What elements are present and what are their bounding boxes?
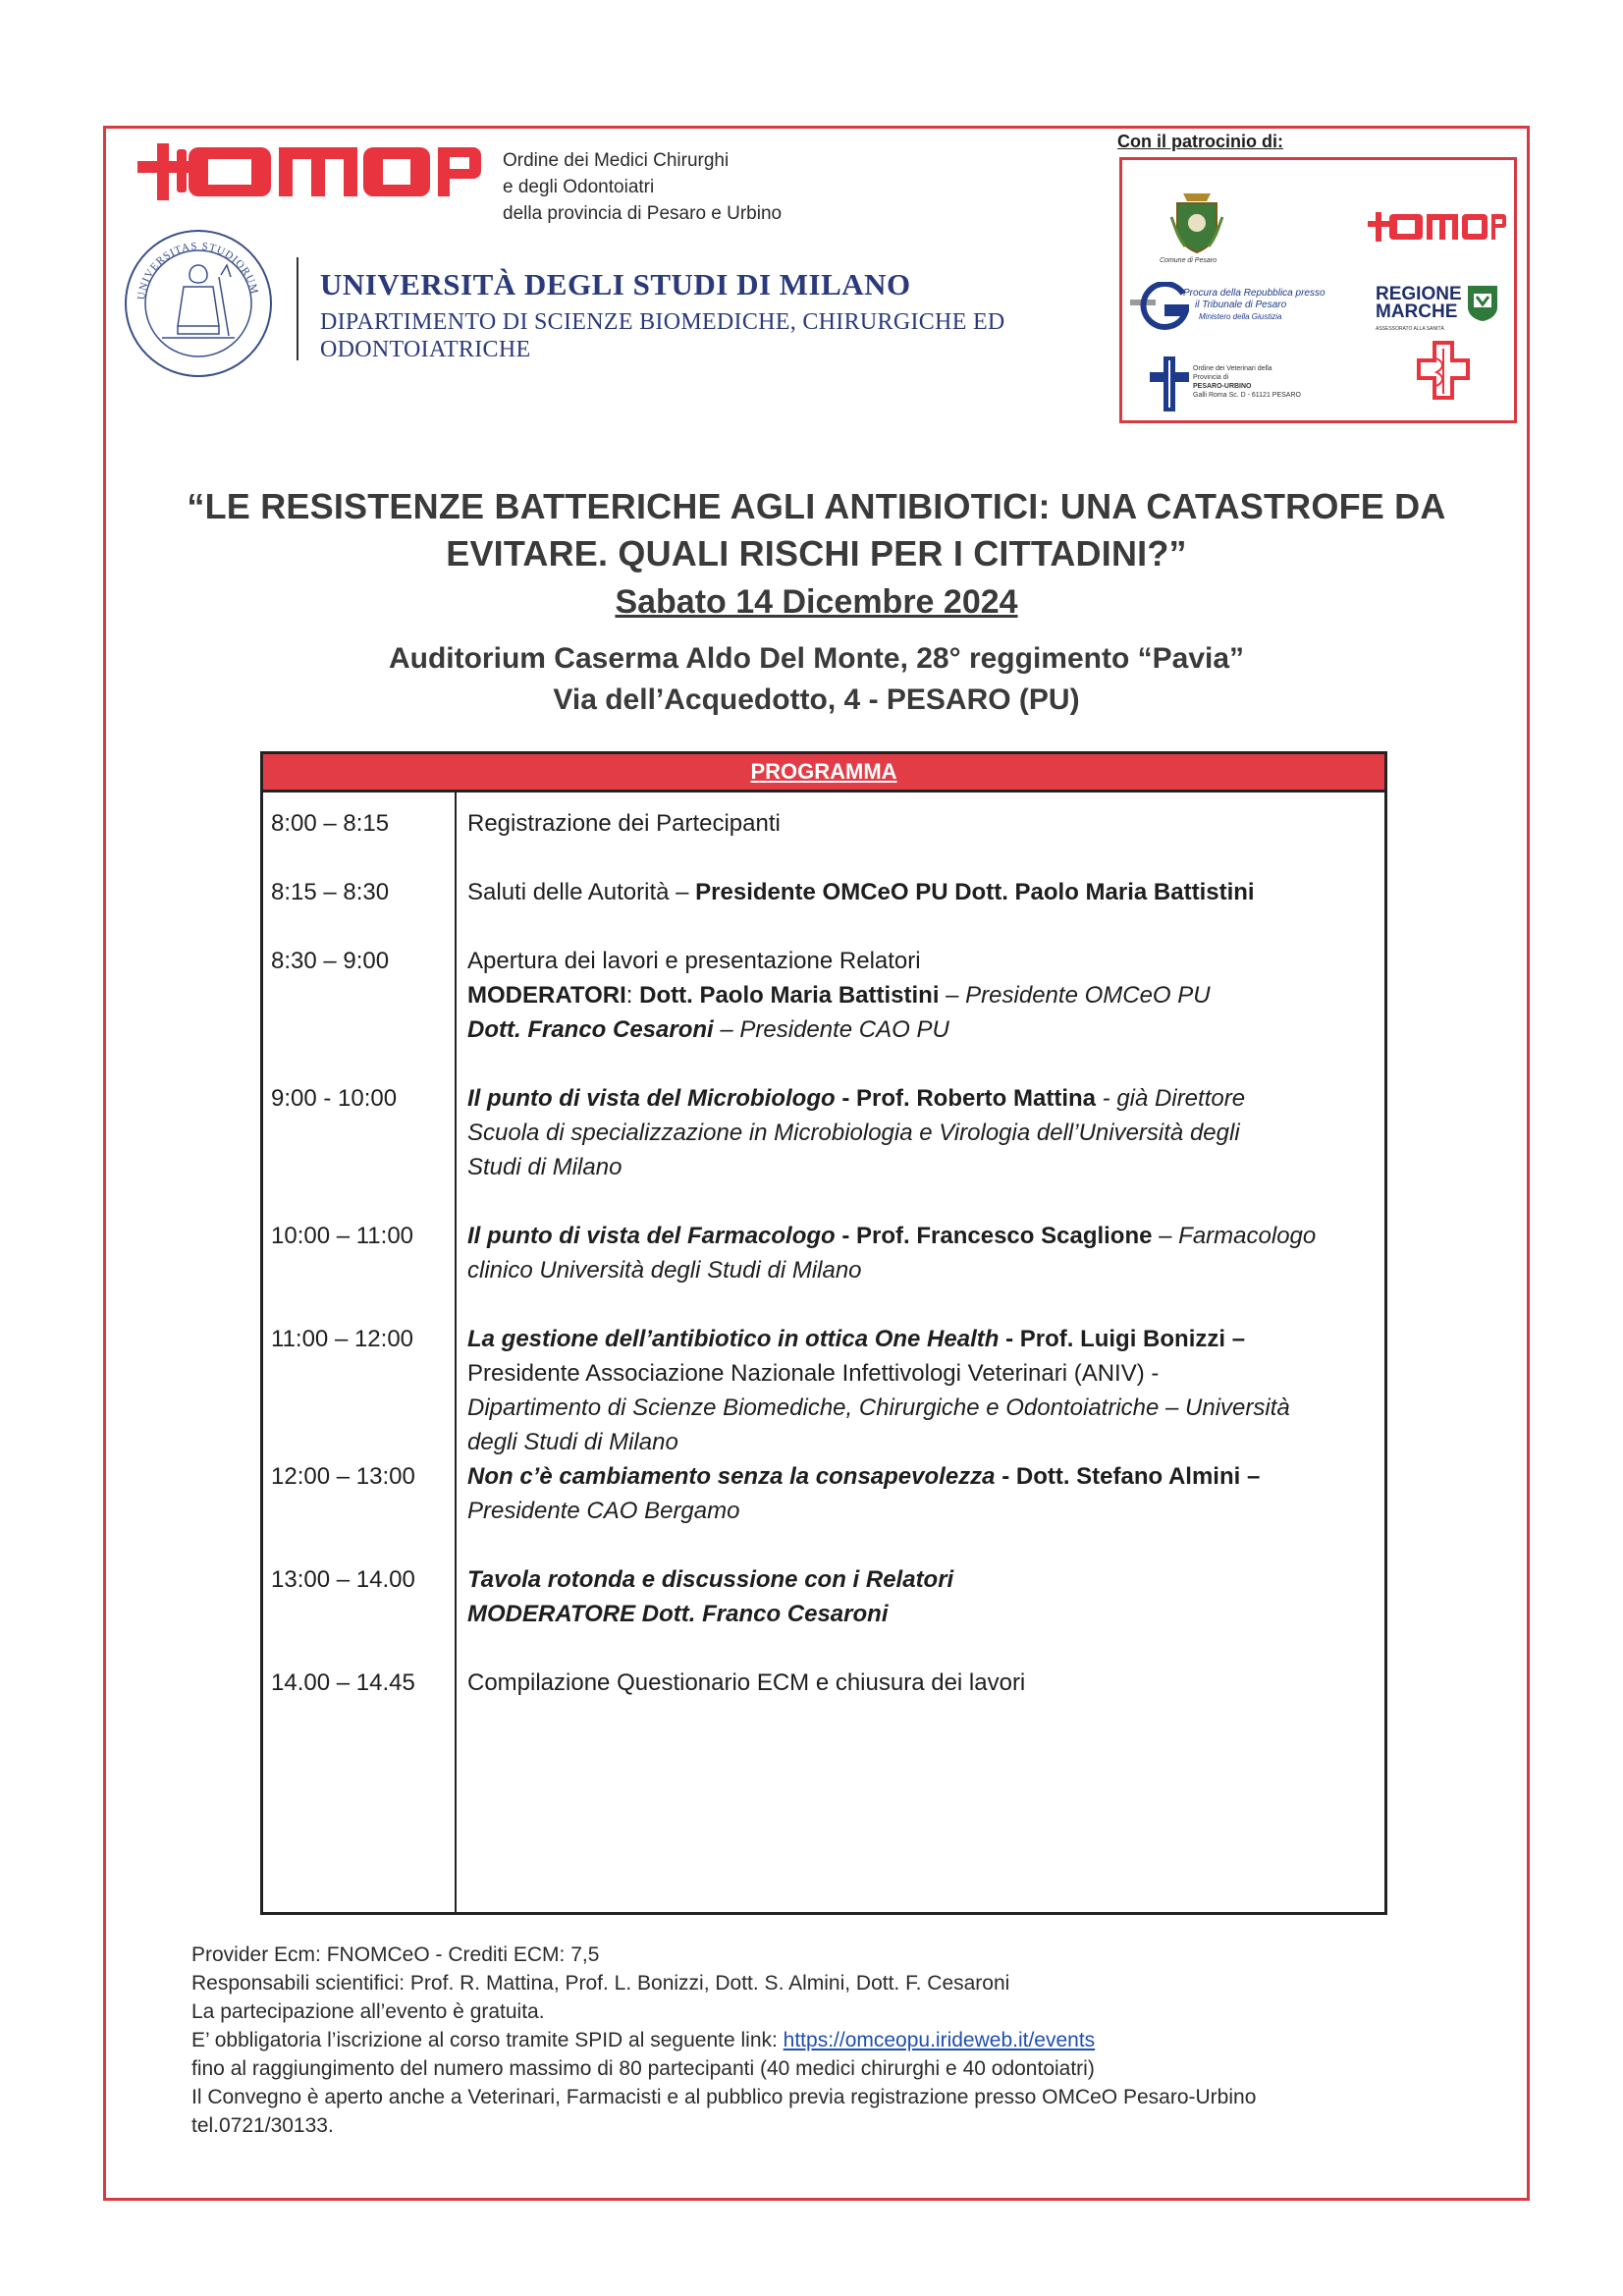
omceo-line: e degli Odontoiatri <box>503 177 655 197</box>
program-description-line <box>467 1597 1380 1631</box>
program-description-line <box>467 1391 1380 1425</box>
program-time: 8:00 – 8:15 <box>271 810 390 837</box>
program-description-line <box>467 875 1380 909</box>
program-time: 9:00 - 10:00 <box>271 1085 398 1112</box>
program-description <box>467 1219 1380 1287</box>
program-text: - Prof. Francesco Scaglione <box>835 1223 1153 1249</box>
program-description-line <box>467 1562 1380 1597</box>
program-description <box>467 806 1380 841</box>
program-description <box>467 1562 1380 1631</box>
omceo-name <box>503 147 782 227</box>
vet-line: Provincia di <box>1193 374 1229 381</box>
program-description-line <box>467 978 1380 1012</box>
program-time: 14.00 – 14.45 <box>271 1669 415 1696</box>
regione-line: MARCHE <box>1376 301 1458 322</box>
department-line: DIPARTIMENTO DI SCIENZE BIOMEDICHE, CHIRURGICHE ED <box>320 309 1005 335</box>
program-text: Registrazione dei Partecipanti <box>467 810 781 837</box>
program-table <box>260 751 1387 1915</box>
svg-text:UNIVERSITAS STUDIORUM MEDIOLAN <box>123 228 261 301</box>
department-line: ODONTOIATRICHE <box>320 337 531 362</box>
program-text: Presidente Associazione Nazionale Infettivologi Veterinari (ANIV) - <box>467 1360 1160 1387</box>
event-date: Sabato 14 Dicembre 2024 <box>615 583 1018 621</box>
program-text: Scuola di specializzazione in Microbiologia e Virologia dell’Università degli <box>467 1120 1240 1146</box>
program-time: 8:15 – 8:30 <box>271 879 390 905</box>
program-text: - Prof. Roberto Mattina <box>835 1085 1096 1112</box>
omceo-small-logo <box>1368 211 1507 243</box>
program-text: – Presidente CAO PU <box>713 1016 949 1043</box>
patrocinio-label: Con il patrocinio di: <box>1117 132 1283 151</box>
program-text: : <box>625 982 640 1009</box>
program-description <box>467 1081 1380 1184</box>
program-description-line <box>467 944 1380 978</box>
program-description-line <box>467 1425 1380 1459</box>
program-text: MODERATORI <box>467 982 626 1009</box>
program-description-line <box>467 1012 1380 1047</box>
program-description-line <box>467 806 1380 841</box>
footer-text: E’ obbligatoria l’iscrizione al corso tramite SPID al seguente link: <box>191 2029 784 2051</box>
footer-line: tel.0721/30133. <box>191 2114 334 2137</box>
omceo-logo <box>137 141 483 207</box>
program-text: – <box>1152 1223 1179 1249</box>
comune-name: Comune di Pesaro <box>1160 257 1217 264</box>
event-title-line: “LE RESISTENZE BATTERICHE AGLI ANTIBIOTICI: UNA CATASTROFE DA <box>187 486 1446 526</box>
program-text: MODERATORE Dott. Franco Cesaroni <box>467 1601 889 1627</box>
vet-line: PESARO-URBINO <box>1193 383 1252 390</box>
footer-line: fino al raggiungimento del numero massimo di 80 partecipanti (40 medici chirurghi e 40 odontoiatri) <box>191 2057 1095 2080</box>
program-description-line <box>467 1081 1380 1116</box>
university-block <box>320 267 1005 363</box>
program-description <box>467 1666 1380 1700</box>
program-description-line <box>467 1219 1380 1253</box>
program-text: Farmacologo <box>1178 1223 1317 1249</box>
program-description-line <box>467 1356 1380 1391</box>
program-text: Presidente OMCeO PU <box>965 982 1211 1009</box>
program-text: Dott. Franco Cesaroni <box>467 1016 714 1043</box>
footer-line: Responsabili scientifici: Prof. R. Mattina, Prof. L. Bonizzi, Dott. S. Almini, Dott. F. Cesaroni <box>191 1972 1010 1995</box>
program-text: Saluti delle Autorità – <box>467 879 696 905</box>
footer-line <box>191 2026 1256 2054</box>
program-text: La gestione dell’antibiotico in ottica One Health <box>467 1326 1000 1352</box>
header-divider <box>297 257 298 360</box>
program-time: 11:00 – 12:00 <box>271 1326 414 1352</box>
venue-line: Auditorium Caserma Aldo Del Monte, 28° reggimento “Pavia” <box>388 642 1245 675</box>
program-text: Presidente OMCeO PU Dott. Paolo Maria Battistini <box>695 879 1255 905</box>
program-text: degli Studi di Milano <box>467 1429 678 1455</box>
footer-line: Il Convegno è aperto anche a Veterinari, Farmacisti e al pubblico previa registrazione presso OMCeO Pesaro-Urbino <box>191 2086 1257 2108</box>
footer-line: Provider Ecm: FNOMCeO - Crediti ECM: 7,5 <box>191 1943 600 1966</box>
comune-crest-icon <box>1169 188 1224 254</box>
medical-cross-icon <box>1417 341 1470 400</box>
program-text: – <box>939 982 966 1009</box>
program-text: Non c’è cambiamento senza la consapevolezza <box>467 1463 996 1490</box>
regione-subtitle: ASSESSORATO ALLA SANITÀ <box>1376 326 1444 332</box>
program-text: Il punto di vista del Farmacologo <box>467 1223 836 1249</box>
program-description-line <box>467 1322 1380 1356</box>
program-column-divider <box>455 790 457 1915</box>
program-text: - Dott. Stefano Almini – <box>995 1463 1261 1490</box>
regione-line: REGIONE <box>1376 284 1462 304</box>
program-text: Apertura dei lavori e presentazione Relatori <box>467 948 921 974</box>
program-text: Presidente CAO Bergamo <box>467 1498 740 1524</box>
procura-line: Ministero della Giustizia <box>1199 312 1282 321</box>
regione-marche-icon <box>1466 284 1499 323</box>
program-text: Dott. Paolo Maria Battistini <box>639 982 940 1009</box>
university-name: UNIVERSITÀ DEGLI STUDI DI MILANO <box>320 267 911 301</box>
registration-link[interactable]: https://omceopu.irideweb.it/events <box>783 2029 1096 2051</box>
program-heading: PROGRAMMA <box>263 754 1384 793</box>
program-description <box>467 875 1380 909</box>
program-time: 8:30 – 9:00 <box>271 948 390 974</box>
event-venue <box>103 638 1530 721</box>
program-description <box>467 944 1380 1047</box>
omceo-line: Ordine dei Medici Chirurghi <box>503 150 730 171</box>
omceo-line: della provincia di Pesaro e Urbino <box>503 203 783 224</box>
venue-line: Via dell’Acquedotto, 4 - PESARO (PU) <box>553 683 1080 716</box>
program-description <box>467 1459 1380 1528</box>
program-time: 13:00 – 14.00 <box>271 1566 415 1593</box>
program-description-line <box>467 1494 1380 1528</box>
program-text: Tavola rotonda e discussione con i Relatori <box>467 1566 954 1593</box>
program-time: 12:00 – 13:00 <box>271 1463 415 1490</box>
procura-line: Procura della Repubblica presso <box>1183 288 1325 299</box>
footer-info <box>191 1941 1256 2140</box>
program-text: clinico Università degli Studi di Milano <box>467 1257 862 1284</box>
program-text: - già Direttore <box>1096 1085 1246 1112</box>
university-seal <box>123 228 274 384</box>
procura-logo-icon <box>1130 282 1189 333</box>
footer-line: La partecipazione all’evento è gratuita. <box>191 2000 545 2023</box>
program-description-line <box>467 1253 1380 1287</box>
program-text: Compilazione Questionario ECM e chiusura dei lavori <box>467 1669 1026 1696</box>
program-description-line <box>467 1116 1380 1150</box>
vet-line: Ordine dei Veterinari della <box>1193 365 1272 372</box>
vet-line: Galli Roma Sc. D - 61121 PESARO <box>1193 392 1301 399</box>
patrocinio-box <box>1119 157 1517 423</box>
program-description-line <box>467 1666 1380 1700</box>
veterinari-logo-icon <box>1150 356 1189 411</box>
program-description-line <box>467 1459 1380 1494</box>
event-title-line: EVITARE. QUALI RISCHI PER I CITTADINI?” <box>446 533 1187 574</box>
event-title <box>103 483 1530 577</box>
procura-line: il Tribunale di Pesaro <box>1195 300 1287 310</box>
program-text: Studi di Milano <box>467 1154 622 1180</box>
program-description-line <box>467 1150 1380 1184</box>
program-text: Il punto di vista del Microbiologo <box>467 1085 836 1112</box>
program-description <box>467 1322 1380 1459</box>
program-time: 10:00 – 11:00 <box>271 1223 414 1249</box>
program-text: - Prof. Luigi Bonizzi – <box>999 1326 1246 1352</box>
seal-text: UNIVERSITAS STUDIORUM <box>135 240 261 301</box>
program-text: Dipartimento di Scienze Biomediche, Chirurgiche e Odontoiatriche – Università <box>467 1394 1290 1421</box>
